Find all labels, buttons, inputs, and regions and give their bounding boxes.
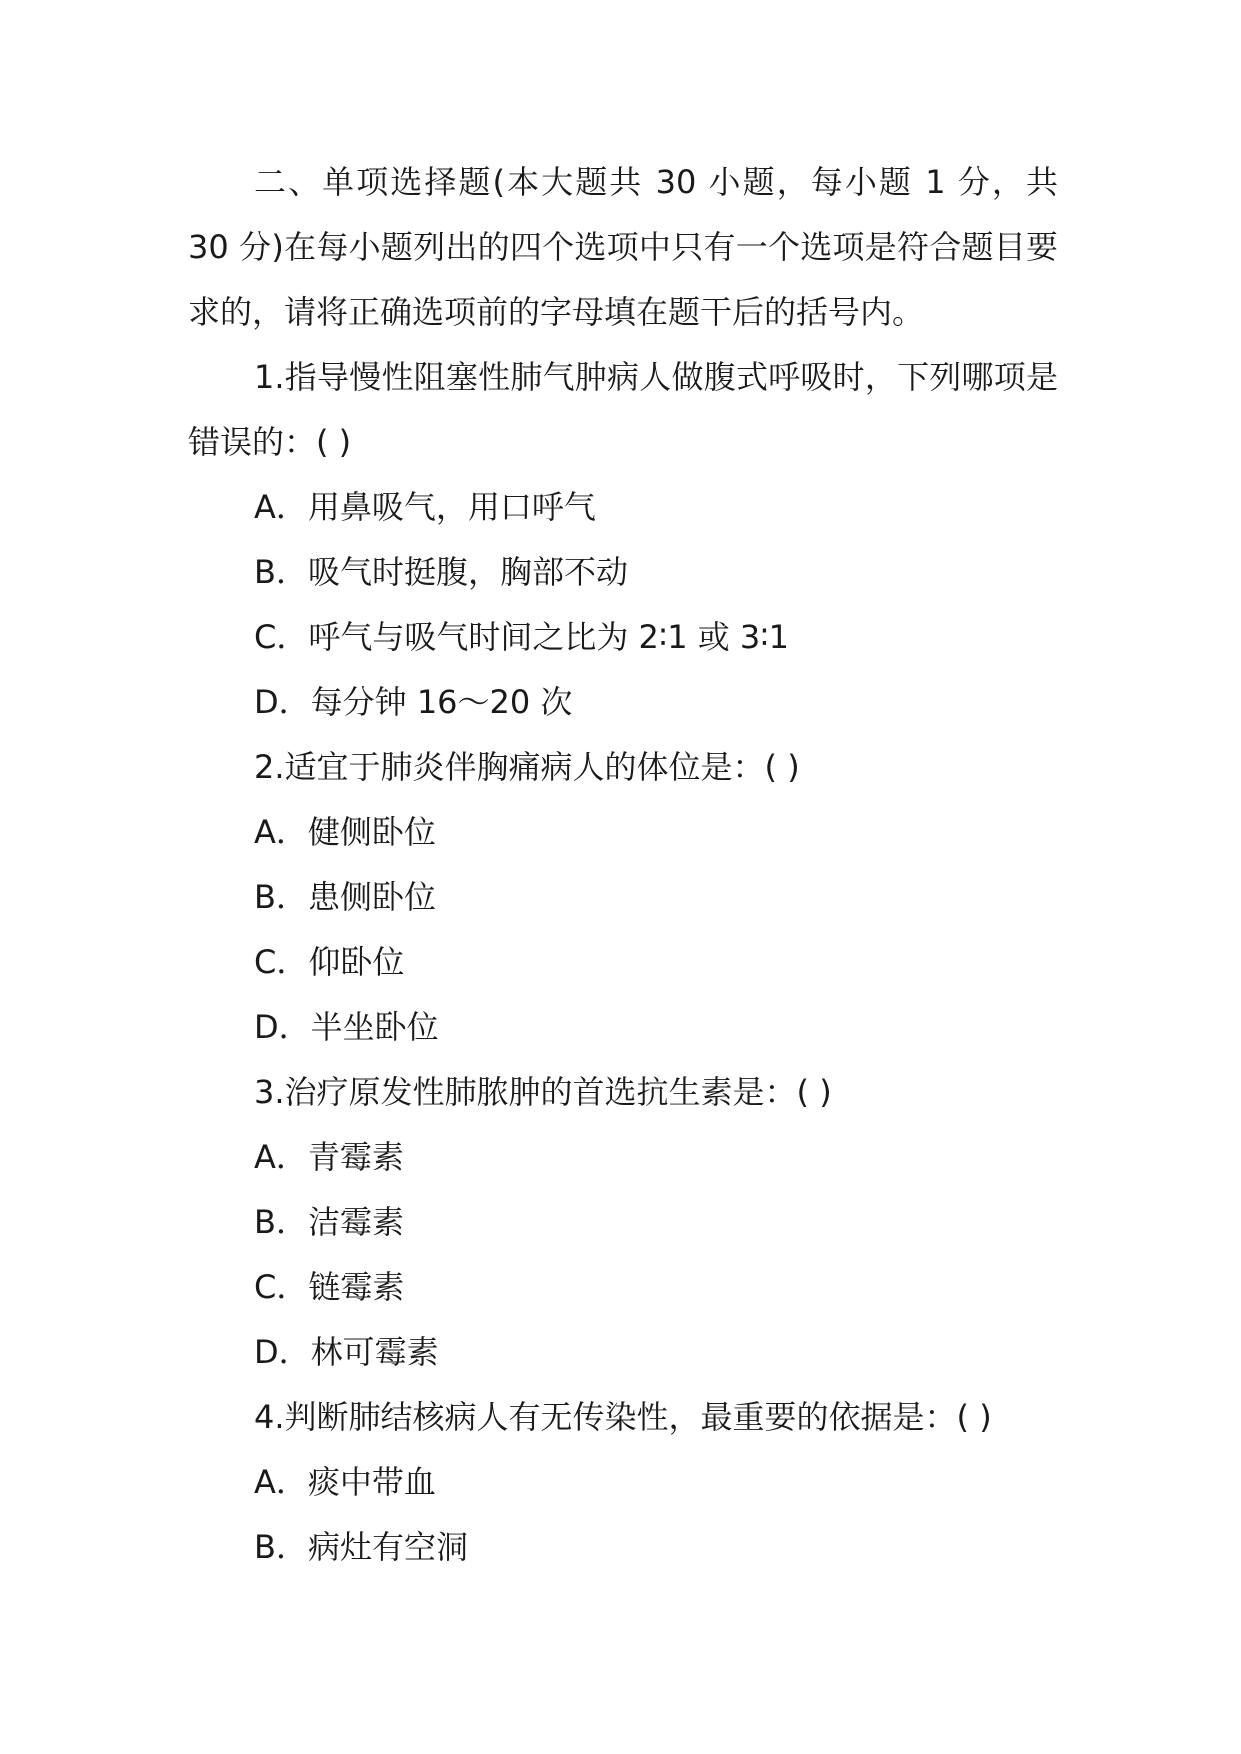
- question-3-option-c: C．链霉素: [254, 1268, 405, 1306]
- question-1-option-d: D．每分钟 16～20 次: [254, 683, 573, 721]
- question-4-option-a: A．痰中带血: [254, 1463, 436, 1501]
- question-2-option-a: A．健侧卧位: [254, 813, 436, 851]
- question-3-stem: 3.治疗原发性肺脓肿的首选抗生素是：( ): [254, 1073, 832, 1111]
- question-1-stem: 1.指导慢性阻塞性肺气肿病人做腹式呼吸时，下列哪项是错误的：( ): [188, 358, 1058, 461]
- document-page: [188, 150, 1058, 1580]
- question-3-option-a: A．青霉素: [254, 1138, 404, 1176]
- question-1-option-a: A．用鼻吸气，用口呼气: [254, 488, 596, 526]
- question-2-option-d: D．半坐卧位: [254, 1008, 439, 1046]
- question-2-stem: 2.适宜于肺炎伴胸痛病人的体位是：( ): [254, 748, 800, 786]
- question-3-option-d: D．林可霉素: [254, 1333, 439, 1371]
- section-intro: 二、单项选择题(本大题共 30 小题，每小题 1 分，共 30 分)在每小题列出的四个选项中只有一个选项是符合题目要求的，请将正确选项前的字母填在题干后的括号内。: [188, 163, 1058, 331]
- question-1-option-b: B．吸气时挺腹，胸部不动: [254, 553, 628, 591]
- question-3-option-b: B．洁霉素: [254, 1203, 404, 1241]
- question-4-option-b: B．病灶有空洞: [254, 1528, 468, 1566]
- question-1-option-c: C．呼气与吸气时间之比为 2∶1 或 3∶1: [254, 618, 789, 656]
- question-2-option-c: C．仰卧位: [254, 943, 405, 981]
- question-2-option-b: B．患侧卧位: [254, 878, 436, 916]
- question-4-stem: 4.判断肺结核病人有无传染性，最重要的依据是：( ): [254, 1398, 992, 1436]
